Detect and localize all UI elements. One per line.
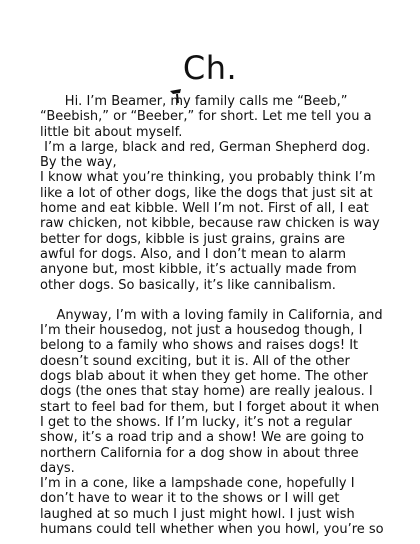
paragraph-kibble: I know what you’re thinking, you probably think I’m like a lot of other dogs, like the dogs that just sit at home and eat kibble. Well I’m not. First of all, I eat raw chicken, not kibble, because raw chicken is way better for dogs, kibble is just grains, grains are awful for dogs. Also, and I don’t mean to alarm anyone but, most kibble, it’s actually made from other dogs. So basically, it’s like cannibalism. (40, 170, 384, 293)
paragraph-breed: I’m a large, black and red, German Shepherd dog. By the way, (40, 139, 375, 171)
chapter-title: Ch. (182, 49, 238, 87)
paragraph-spacer (40, 293, 384, 308)
paragraph-family: Anyway, I’m with a loving family in California, and I’m their housedog, not just a housedog though, I belong to a family who shows and raises dogs! It doesn’t sound exciting, but it is. All of the other dogs blab about it when they get home. The other dogs (the ones that stay home) are really jealous. I start to feel bad for them, but I forget about it when I get to the shows. If I’m lucky, it’s not a regular show, it’s a road trip and a show! We are going to northern California for a dog show in about three days. (40, 307, 387, 476)
body-text (40, 94, 387, 538)
paragraph-cone: I’m in a cone, like a lampshade cone, hopefully I don’t have to wear it to the shows or I will get laughed at so much I just might howl. I just wish humans could tell whether when you howl, you’re so (40, 476, 384, 538)
paragraph-intro: Hi. I’m Beamer, my family calls me “Beeb,” “Beebish,” or “Beeber,” for short. Let me tell you a little bit about myself. (40, 94, 376, 140)
